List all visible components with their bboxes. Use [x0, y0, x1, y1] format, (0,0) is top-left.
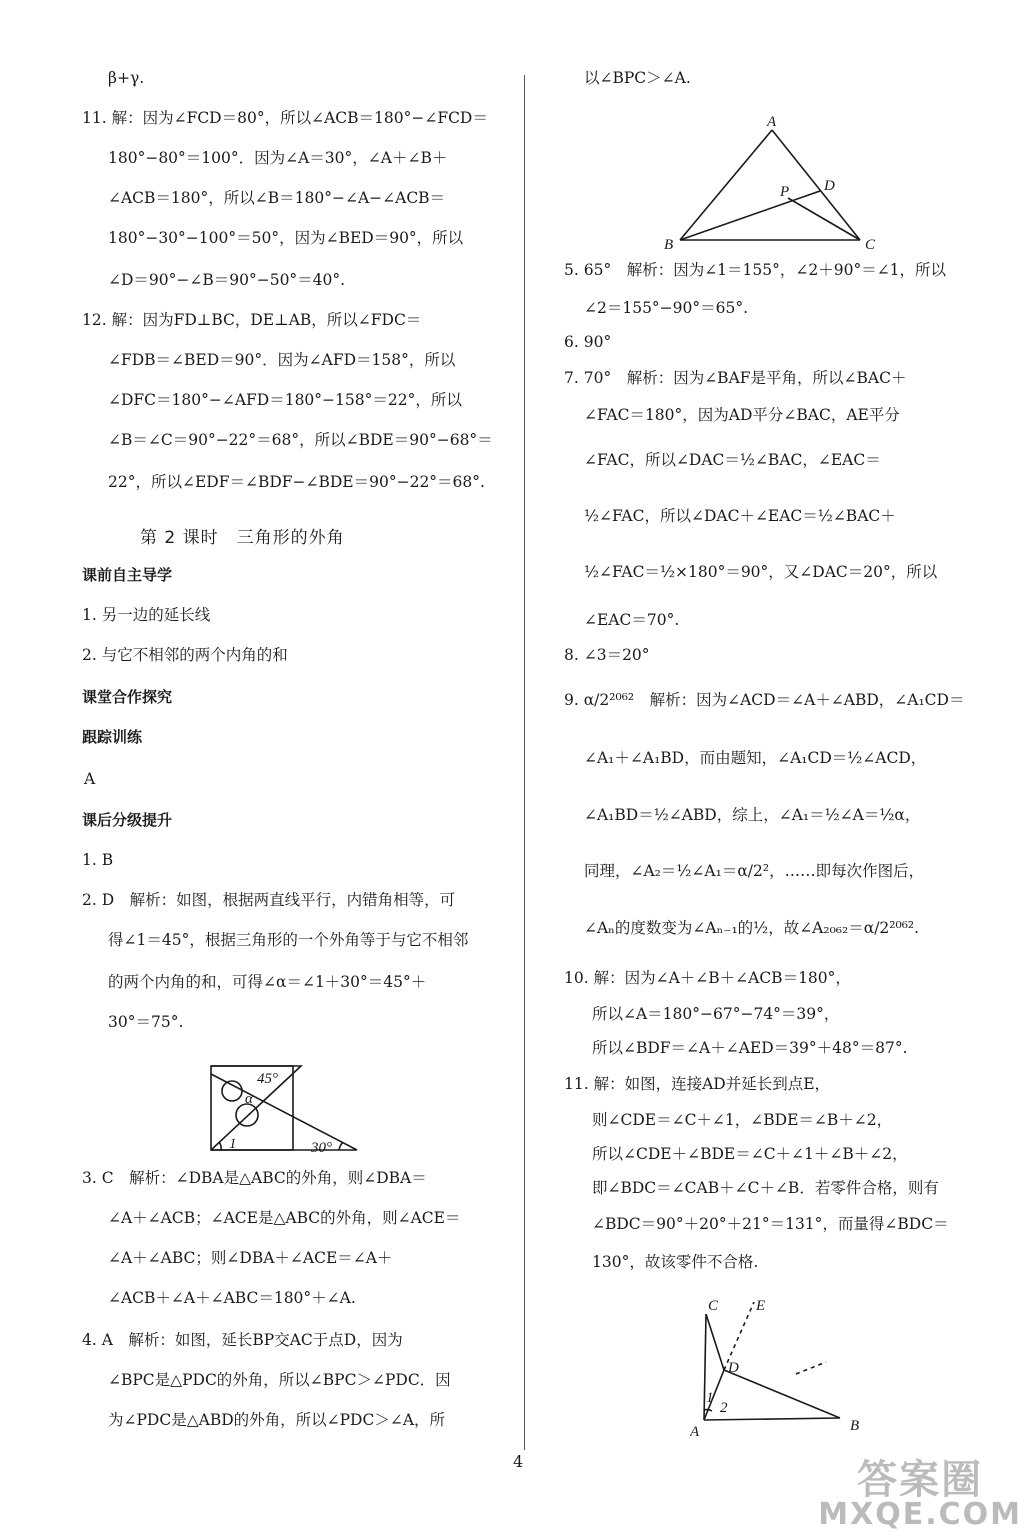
text-line: 11. 解：因为∠FCD＝80°，所以∠ACB＝180°−∠FCD＝	[82, 109, 488, 127]
text-line: 所以∠BDF＝∠A＋∠AED＝39°＋48°＝87°.	[592, 1039, 908, 1057]
text-line: 12. 解：因为FD⊥BC，DE⊥AB，所以∠FDC＝	[82, 311, 422, 329]
text-line: ∠2＝155°−90°＝65°.	[584, 299, 749, 317]
text-line: ∠D＝90°−∠B＝90°−50°＝40°.	[108, 271, 346, 289]
text-line: 4. A 解析：如图，延长BP交AC于点D，因为	[82, 1331, 403, 1349]
text-line: ∠ACB＝180°，所以∠B＝180°−∠A−∠ACB＝	[108, 189, 446, 207]
text-line: 所以∠A＝180°−67°−74°＝39°，	[592, 1005, 840, 1023]
section-title: 第 2 课时 三角形的外角	[140, 528, 345, 548]
text-line: 22°，所以∠EDF＝∠BDF−∠BDE＝90°−22°＝68°.	[108, 473, 485, 491]
label-b: B	[664, 237, 674, 253]
subheading: 课堂合作探究	[82, 688, 173, 706]
angle-circle-upper	[222, 1081, 242, 1101]
text-line: 30°＝75°.	[108, 1013, 184, 1031]
text-line: β+γ.	[108, 69, 145, 87]
text-line: 7. 70° 解析：因为∠BAF是平角，所以∠BAC＋	[564, 369, 907, 387]
text-line: ∠A₁＋∠A₁BD，而由题知，∠A₁CD＝½∠ACD，	[584, 749, 927, 767]
text-line: 180°−80°＝100°．因为∠A＝30°，∠A＋∠B＋	[108, 149, 448, 167]
edge-ab	[704, 1418, 840, 1420]
text-line: 11. 解：如图，连接AD并延长到点E，	[564, 1075, 831, 1093]
subheading: 课前自主导学	[82, 566, 173, 584]
label-1: 1	[229, 1136, 237, 1152]
text-line: ∠FAC＝180°，因为AD平分∠BAC，AE平分	[584, 406, 900, 424]
text-line: 则∠CDE＝∠C＋∠1，∠BDE＝∠B＋∠2，	[592, 1111, 893, 1129]
text-line: 2. 与它不相邻的两个内角的和	[82, 646, 288, 664]
subheading: 跟踪训练	[82, 728, 143, 746]
text-line: ∠Aₙ的度数变为∠Aₙ₋₁的½，故∠A₂₀₆₂＝α/2²⁰⁶².	[584, 919, 920, 937]
edge-cd	[706, 1314, 724, 1370]
text-line: 所以∠CDE＋∠BDE＝∠C＋∠1＋∠B＋∠2，	[592, 1145, 908, 1163]
text-line: ∠EAC＝70°.	[584, 611, 680, 629]
text-line: 得∠1＝45°，根据三角形的一个外角等于与它不相邻	[108, 931, 469, 949]
label-30: 30°	[311, 1140, 332, 1156]
label-45: 45°	[257, 1071, 278, 1087]
text-line: ∠A＋∠ABC；则∠DBA＋∠ACE＝∠A＋	[108, 1249, 393, 1267]
label-a: A	[690, 1424, 700, 1440]
text-line: 9. α/2²⁰⁶² 解析：因为∠ACD＝∠A＋∠ABD，∠A₁CD＝	[564, 691, 965, 709]
text-line: ∠BPC是△PDC的外角，所以∠BPC＞∠PDC．因	[108, 1371, 451, 1389]
edge-pc	[788, 198, 860, 240]
text-line: 5. 65° 解析：因为∠1＝155°，∠2＋90°＝∠1，所以	[564, 261, 947, 279]
text-line: 8. ∠3＝20°	[564, 646, 650, 664]
square-outline	[211, 1066, 293, 1150]
watermark-top: 答案圈	[857, 1457, 984, 1503]
figure-part-abcd	[690, 1294, 880, 1442]
label-alpha: α	[245, 1091, 253, 1107]
subheading: 课后分级提升	[82, 811, 173, 829]
text-line: ∠ACB＋∠A＋∠ABC＝180°＋∠A.	[108, 1289, 356, 1307]
text-line: 的两个内角的和，可得∠α＝∠1＋30°＝45°＋	[108, 973, 427, 991]
watermark	[818, 1457, 1022, 1532]
text-line: ∠DFC＝180°−∠AFD＝180°−158°＝22°，所以	[108, 391, 462, 409]
figure-triangle-abc-p	[660, 112, 890, 254]
text-line: A	[84, 770, 96, 788]
page-number: 4	[513, 1452, 524, 1471]
text-line: ∠FDB＝∠BED＝90°．因为∠AFD＝158°，所以	[108, 351, 456, 369]
label-d: D	[728, 1360, 739, 1376]
watermark-bottom: MXQE.COM	[818, 1497, 1022, 1532]
text-line: 2. D 解析：如图，根据两直线平行，内错角相等，可	[82, 891, 456, 909]
text-line: ∠A₁BD＝½∠ABD，综上，∠A₁＝½∠A＝½α，	[584, 806, 921, 824]
column-divider	[524, 75, 525, 1450]
label-b: B	[850, 1418, 860, 1434]
label-p: P	[780, 184, 790, 200]
label-c: C	[708, 1298, 719, 1314]
angle-1-arc	[219, 1142, 221, 1150]
text-line: ½∠FAC，所以∠DAC＋∠EAC＝½∠BAC＋	[584, 507, 896, 525]
text-line: 以∠BPC＞∠A.	[584, 69, 691, 87]
text-line: ∠B＝∠C＝90°−22°＝68°，所以∠BDE＝90°−68°＝	[108, 431, 493, 449]
text-line: ∠FAC，所以∠DAC＝½∠BAC，∠EAC＝	[584, 451, 881, 469]
text-line: 为∠PDC是△ABD的外角，所以∠PDC＞∠A，所	[108, 1411, 446, 1429]
text-line: 1. B	[82, 851, 114, 869]
label-1: 1	[706, 1390, 714, 1406]
label-c: C	[865, 237, 876, 253]
label-d: D	[824, 178, 835, 194]
edge-db	[724, 1370, 840, 1418]
angle-30-arc	[339, 1142, 343, 1150]
text-line: ∠A＋∠ACB；∠ACE是△ABC的外角，则∠ACE＝	[108, 1209, 461, 1227]
text-line: 180°−30°−100°＝50°，因为∠BED＝90°，所以	[108, 229, 464, 247]
text-line: 同理，∠A₂＝½∠A₁＝α/2²，……即每次作图后，	[584, 862, 925, 880]
text-line: 即∠BDC＝∠CAB＋∠C＋∠B．若零件合格，则有	[592, 1179, 939, 1197]
dashed-mark	[796, 1362, 826, 1374]
label-a: A	[767, 114, 777, 130]
label-e: E	[756, 1298, 766, 1314]
text-line: 3. C 解析：∠DBA是△ABC的外角，则∠DBA＝	[82, 1169, 427, 1187]
figure-ruler-triangle	[205, 1062, 365, 1158]
text-line: ½∠FAC＝½×180°＝90°，又∠DAC＝20°，所以	[584, 563, 938, 581]
angle-circle-lower	[236, 1104, 258, 1126]
text-line: 10. 解：因为∠A＋∠B＋∠ACB＝180°，	[564, 969, 851, 987]
text-line: 6. 90°	[564, 333, 612, 351]
label-2: 2	[720, 1400, 728, 1416]
text-line: 1. 另一边的延长线	[82, 606, 211, 624]
text-line: 130°，故该零件不合格.	[592, 1253, 759, 1271]
text-line: ∠BDC＝90°＋20°＋21°＝131°，而量得∠BDC＝	[592, 1215, 949, 1233]
